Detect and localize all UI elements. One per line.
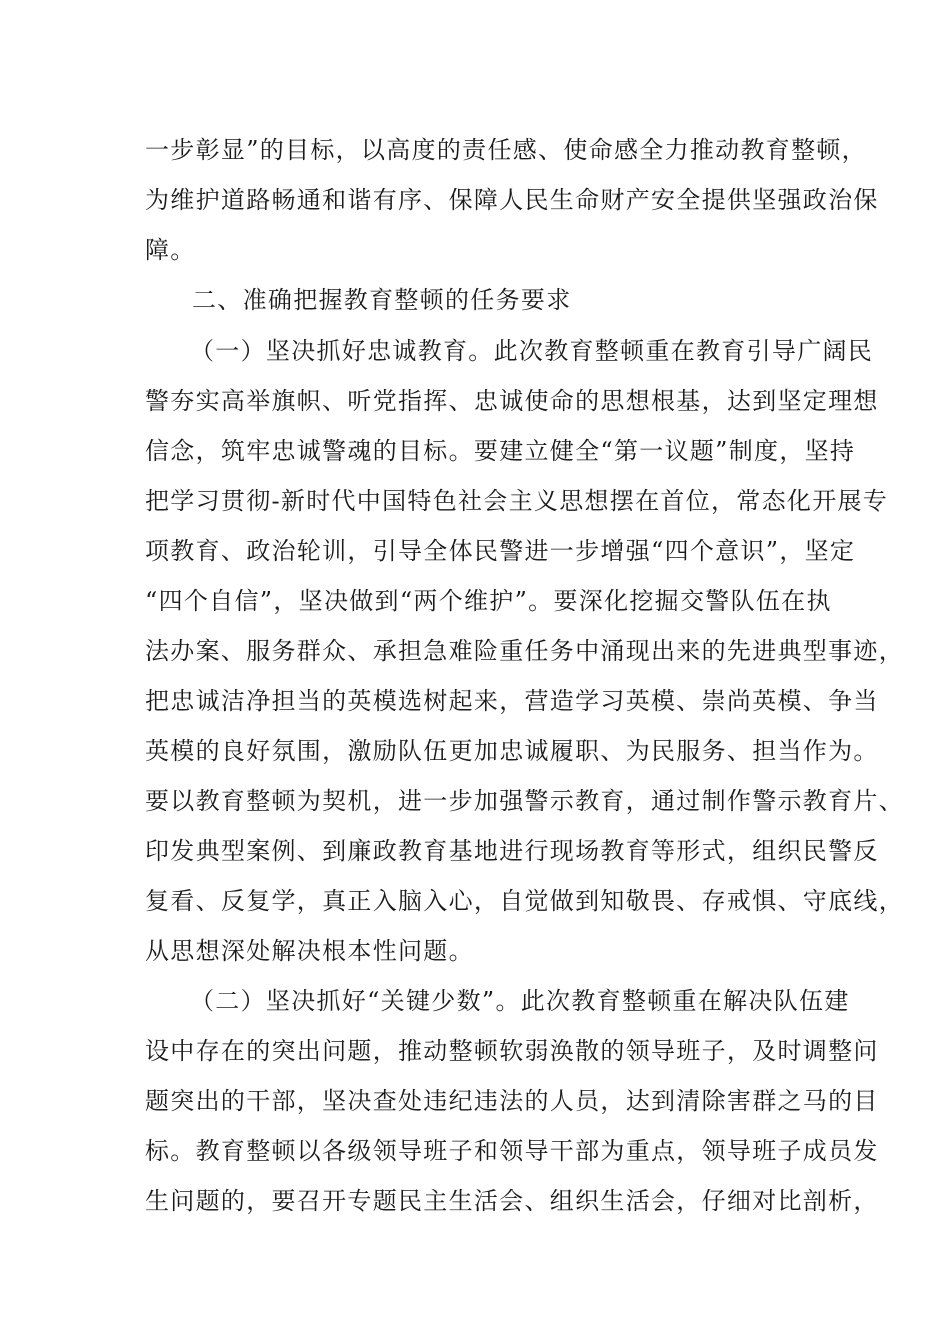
- text-line: 信念，筑牢忠诚警魂的目标。要建立健全“第一议题”制度，坚持: [145, 437, 856, 465]
- text-line: 从思想深处解决根本性问题。: [145, 937, 474, 965]
- paragraph-first-line: （二）坚决抓好“关键少数”。此次教育整顿重在解决队伍建: [190, 987, 850, 1015]
- text-line: 生问题的，要召开专题民主生活会、组织生活会，仔细对比剖析，: [145, 1187, 879, 1215]
- text-line: 要以教育整顿为契机，进一步加强警示教育，通过制作警示教育片、: [145, 787, 904, 815]
- text-line: 复看、反复学，真正入脑入心，自觉做到知敬畏、存戒惧、守底线，: [145, 887, 904, 915]
- text-line: 一步彰显”的目标，以高度的责任感、使命感全力推动教育整顿，: [145, 136, 867, 164]
- text-line: 把忠诚洁净担当的英模选树起来，营造学习英模、崇尚英模、争当: [145, 687, 879, 715]
- text-line: 印发典型案例、到廉政教育基地进行现场教育等形式，组织民警反: [145, 837, 879, 865]
- text-line: 标。教育整顿以各级领导班子和领导干部为重点，领导班子成员发: [145, 1137, 879, 1165]
- text-line: 题突出的干部，坚决查处违纪违法的人员，达到清除害群之马的目: [145, 1087, 879, 1115]
- paragraph-first-line: （一）坚决抓好忠诚教育。此次教育整顿重在教育引导广阔民: [190, 337, 874, 365]
- text-line: 为维护道路畅通和谐有序、保障人民生命财产安全提供坚强政治保: [145, 186, 879, 214]
- section-heading: 二、准确把握教育整顿的任务要求: [192, 286, 572, 314]
- text-line: 英模的良好氛围，激励队伍更加忠诚履职、为民服务、担当作为。: [145, 737, 879, 765]
- text-line: 障。: [145, 236, 196, 264]
- text-line: 项教育、政治轮训，引导全体民警进一步增强“四个意识”，坚定: [145, 537, 856, 565]
- text-line: 警夯实高举旗帜、听党指挥、忠诚使命的思想根基，达到坚定理想: [145, 387, 879, 415]
- text-line: “四个自信”，坚决做到“两个维护”。要深化挖掘交警队伍在执: [145, 587, 832, 615]
- text-line: 把学习贯彻-新时代中国特色社会主义思想摆在首位，常态化开展专: [145, 487, 889, 515]
- text-line: 法办案、服务群众、承担急难险重任务中涌现出来的先进典型事迹，: [145, 637, 904, 665]
- text-line: 设中存在的突出问题，推动整顿软弱涣散的领导班子，及时调整问: [145, 1037, 879, 1065]
